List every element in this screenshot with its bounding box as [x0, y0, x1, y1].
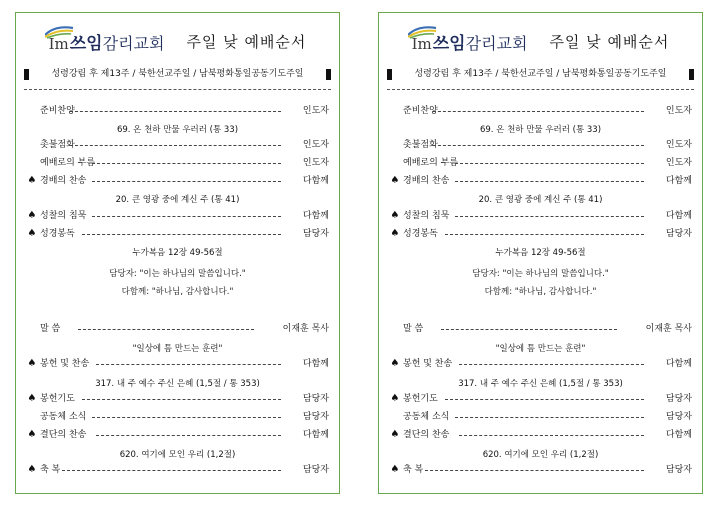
service-item: [26, 227, 329, 241]
service-item: [389, 104, 692, 118]
church-logo: [412, 29, 528, 54]
service-item: [26, 156, 329, 170]
service-item-label: 봉헌기도: [40, 394, 75, 404]
leader-dots: [425, 470, 644, 471]
service-item-detail: 누가복음 12장 49-56절: [132, 248, 223, 258]
service-item-detail: 누가복음 12장 49-56절: [495, 248, 586, 258]
service-item-role: 담당자: [302, 412, 329, 422]
reading-leader: 담당자: "이는 하나님의 말씀입니다.": [109, 269, 246, 279]
service-item: [26, 357, 329, 371]
service-item-label: 촛불점화: [40, 140, 75, 150]
service-subtitle: [24, 68, 331, 81]
leader-dots: [62, 470, 281, 471]
bulletin-header: [379, 29, 702, 54]
leader-dots: [459, 364, 644, 365]
spade-icon: ♠: [390, 210, 400, 221]
leader-dots: [82, 399, 281, 400]
leader-dots: [78, 329, 254, 330]
service-item-label: 성찰의 침묵: [403, 211, 450, 221]
service-item: [26, 392, 329, 406]
reading-people: 다함께: "하나님, 감사합니다.": [484, 287, 597, 297]
logo-im: Im: [411, 35, 432, 53]
service-item-role: 담당자: [302, 465, 329, 475]
service-item-role: 인도자: [302, 158, 329, 168]
church-logo: [49, 29, 165, 54]
leader-dots: [70, 111, 281, 112]
subtitle-text: 성령강림 후 제13주 / 북한선교주일 / 남북평화통일공동기도주일: [51, 69, 304, 79]
service-item: [389, 138, 692, 152]
bulletin-header: [16, 29, 339, 54]
service-item: [26, 410, 329, 424]
spade-icon: ♠: [27, 358, 37, 369]
service-item-detail: 620. 여기에 모인 우리 (1,2절): [119, 450, 236, 460]
service-item: [389, 392, 692, 406]
spade-icon: ♠: [390, 175, 400, 186]
subtitle-bar-right: [326, 69, 331, 80]
service-item-label: 봉헌기도: [403, 394, 438, 404]
service-item-role: 다함께: [665, 359, 692, 369]
divider: [387, 89, 694, 90]
service-item-label: 말 씀: [403, 324, 424, 334]
leader-dots: [92, 163, 281, 164]
reading-leader: 담당자: "이는 하나님의 말씀입니다.": [472, 269, 609, 279]
service-item-detail: "일상에 틈 만드는 훈련": [132, 344, 223, 354]
logo-church: 감리교회: [465, 34, 528, 53]
service-item-role: 담당자: [665, 394, 692, 404]
service-item: [389, 428, 692, 442]
leader-dots: [96, 435, 281, 436]
leader-dots: [441, 329, 617, 330]
divider: [24, 89, 331, 90]
service-item-role: 다함께: [665, 430, 692, 440]
spade-icon: ♠: [390, 358, 400, 369]
service-item-label: 예배로의 부름: [40, 158, 96, 168]
service-item-role: 담당자: [302, 229, 329, 239]
service-item-label: 결단의 찬송: [40, 430, 87, 440]
service-item-detail: 317. 내 주 예수 주신 은혜 (1,5절 / 통 353): [458, 379, 623, 389]
spade-icon: ♠: [27, 210, 37, 221]
service-item-role: 인도자: [665, 158, 692, 168]
leader-dots: [445, 234, 644, 235]
leader-dots: [82, 234, 281, 235]
spade-icon: ♠: [27, 228, 37, 239]
leader-dots: [455, 181, 644, 182]
service-item-label: 준비찬양: [40, 106, 75, 116]
service-item-detail: 69. 온 천하 만물 우러러 (통 33): [116, 125, 239, 135]
service-item-role: 담당자: [665, 229, 692, 239]
service-item-role: 담당자: [665, 465, 692, 475]
bulletin-panel-right: [378, 12, 703, 494]
leader-dots: [70, 145, 281, 146]
service-item-role: 다함께: [302, 359, 329, 369]
service-item-role: 인도자: [302, 140, 329, 150]
service-item-role: 인도자: [665, 106, 692, 116]
service-item-label: 성경봉독: [403, 229, 438, 239]
service-item-label: 성경봉독: [40, 229, 75, 239]
spade-icon: ♠: [390, 228, 400, 239]
subtitle-bar-right: [689, 69, 694, 80]
service-item: [26, 174, 329, 188]
service-item-role: 인도자: [665, 140, 692, 150]
service-item-label: 성찰의 침묵: [40, 211, 87, 221]
service-item-label: 축 복: [40, 465, 61, 475]
subtitle-text: 성령강림 후 제13주 / 북한선교주일 / 남북평화통일공동기도주일: [414, 69, 667, 79]
leader-dots: [455, 417, 644, 418]
service-item: [26, 104, 329, 118]
service-item-detail: 620. 여기에 모인 우리 (1,2절): [482, 450, 599, 460]
subtitle-bar-left: [24, 69, 29, 80]
reading-people: 다함께: "하나님, 감사합니다.": [121, 287, 234, 297]
service-item-role: 다함께: [302, 430, 329, 440]
subtitle-bar-left: [387, 69, 392, 80]
service-item: [389, 322, 692, 336]
service-item-role: 이재훈 목사: [645, 324, 692, 334]
service-item-role: 담당자: [665, 412, 692, 422]
service-item: [389, 156, 692, 170]
leader-dots: [433, 111, 644, 112]
service-item: [26, 138, 329, 152]
service-item-detail: 20. 큰 영광 중에 계신 주 (통 41): [115, 195, 240, 205]
service-item-label: 봉헌 및 찬송: [40, 359, 90, 369]
spade-icon: ♠: [27, 464, 37, 475]
service-item-label: 말 씀: [40, 324, 61, 334]
service-item-role: 다함께: [665, 211, 692, 221]
spade-icon: ♠: [390, 464, 400, 475]
service-item: [389, 463, 692, 477]
bulletin-panel-left: [15, 12, 340, 494]
service-item-label: 공동체 소식: [40, 412, 87, 422]
leader-dots: [92, 181, 281, 182]
service-item-label: 준비찬양: [403, 106, 438, 116]
service-item: [26, 322, 329, 336]
leader-dots: [445, 399, 644, 400]
service-item: [26, 428, 329, 442]
service-item-label: 봉헌 및 찬송: [403, 359, 453, 369]
service-item-label: 결단의 찬송: [403, 430, 450, 440]
service-item-detail: "일상에 틈 만드는 훈련": [495, 344, 586, 354]
leader-dots: [459, 435, 644, 436]
service-item: [389, 227, 692, 241]
spade-icon: ♠: [390, 393, 400, 404]
service-item-role: 다함께: [665, 176, 692, 186]
service-item-role: 인도자: [302, 106, 329, 116]
service-item-label: 촛불점화: [403, 140, 438, 150]
service-item-detail: 20. 큰 영광 중에 계신 주 (통 41): [478, 195, 603, 205]
service-item-label: 공동체 소식: [403, 412, 450, 422]
service-item-detail: 317. 내 주 예수 주신 은혜 (1,5절 / 통 353): [95, 379, 260, 389]
service-item-role: 다함께: [302, 211, 329, 221]
service-item-role: 담당자: [302, 394, 329, 404]
spade-icon: ♠: [27, 429, 37, 440]
service-title: 주일 낮 예배순서: [186, 33, 307, 51]
service-item: [389, 209, 692, 223]
spade-icon: ♠: [27, 393, 37, 404]
service-title: 주일 낮 예배순서: [549, 33, 670, 51]
leader-dots: [92, 216, 281, 217]
service-item: [389, 410, 692, 424]
spade-icon: ♠: [27, 175, 37, 186]
logo-ssim: 쓰임: [432, 34, 466, 54]
service-item-label: 경배의 찬송: [403, 176, 450, 186]
service-item-detail: 69. 온 천하 만물 우러러 (통 33): [479, 125, 602, 135]
leader-dots: [455, 216, 644, 217]
service-item: [389, 174, 692, 188]
service-item-role: 이재훈 목사: [282, 324, 329, 334]
service-item-role: 다함께: [302, 176, 329, 186]
leader-dots: [433, 145, 644, 146]
logo-church: 감리교회: [102, 34, 165, 53]
service-item: [26, 209, 329, 223]
leader-dots: [455, 163, 644, 164]
leader-dots: [96, 364, 281, 365]
logo-im: Im: [48, 35, 69, 53]
service-subtitle: [387, 68, 694, 81]
service-item: [389, 357, 692, 371]
logo-ssim: 쓰임: [69, 34, 103, 54]
service-item-label: 경배의 찬송: [40, 176, 87, 186]
service-item-label: 예배로의 부름: [403, 158, 459, 168]
spade-icon: ♠: [390, 429, 400, 440]
service-item-label: 축 복: [403, 465, 424, 475]
leader-dots: [92, 417, 281, 418]
service-item: [26, 463, 329, 477]
